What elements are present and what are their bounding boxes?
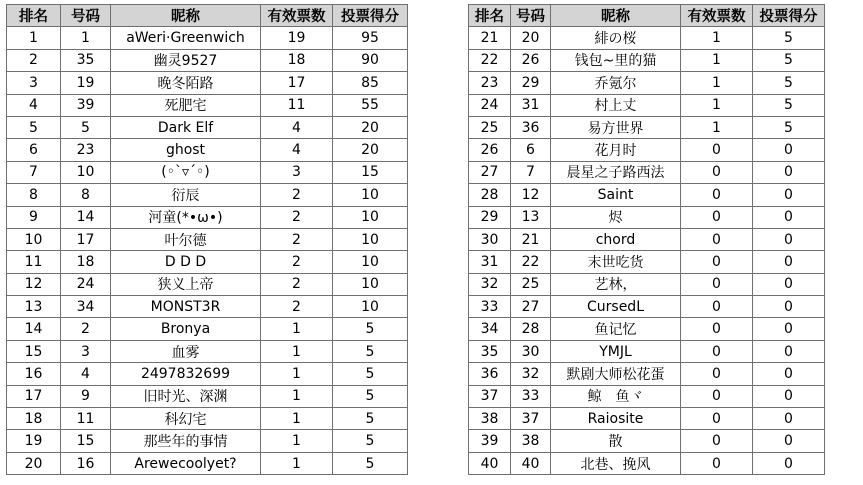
nickname-cell: 末世吃货 [551, 251, 681, 273]
number-cell: 35 [61, 49, 111, 71]
valid-votes-cell: 0 [681, 296, 753, 318]
rank-cell: 6 [7, 139, 61, 161]
vote-score-cell: 5 [333, 408, 408, 430]
vote-score-cell: 90 [333, 49, 408, 71]
nickname-cell: 默剧大师松花蛋 [551, 363, 681, 385]
valid-votes-cell: 0 [681, 318, 753, 340]
table-row [469, 273, 825, 295]
table-row [7, 318, 408, 340]
number-cell: 33 [511, 385, 551, 407]
rank-cell: 15 [7, 340, 61, 362]
rank-cell: 3 [7, 72, 61, 94]
vote-score-cell: 95 [333, 27, 408, 49]
nickname-cell: YMJL [551, 340, 681, 362]
header-row [7, 5, 408, 27]
number-cell: 26 [511, 49, 551, 71]
table-row [469, 408, 825, 430]
header-nickname: 昵称 [551, 5, 681, 27]
valid-votes-cell: 19 [261, 27, 333, 49]
number-cell: 13 [511, 206, 551, 228]
number-cell: 18 [61, 251, 111, 273]
valid-votes-cell: 1 [261, 452, 333, 474]
header-rank: 排名 [7, 5, 61, 27]
rank-cell: 10 [7, 228, 61, 250]
valid-votes-cell: 0 [681, 430, 753, 452]
rank-cell: 36 [469, 363, 511, 385]
nickname-cell: 那些年的事情 [111, 430, 261, 452]
table-row [7, 27, 408, 49]
nickname-cell: D D D [111, 251, 261, 273]
valid-votes-cell: 0 [681, 340, 753, 362]
nickname-cell: CursedL [551, 296, 681, 318]
rank-cell: 27 [469, 161, 511, 183]
number-cell: 16 [61, 452, 111, 474]
nickname-cell: 晨星之子路西法 [551, 161, 681, 183]
header-number: 号码 [61, 5, 111, 27]
vote-score-cell: 20 [333, 139, 408, 161]
vote-score-cell: 55 [333, 94, 408, 116]
table-row [469, 206, 825, 228]
rank-cell: 13 [7, 296, 61, 318]
valid-votes-cell: 1 [681, 116, 753, 138]
nickname-cell: ghost [111, 139, 261, 161]
valid-votes-cell: 2 [261, 296, 333, 318]
number-cell: 1 [61, 27, 111, 49]
number-cell: 40 [511, 452, 551, 474]
nickname-cell: 钱包~里的猫 [551, 49, 681, 71]
valid-votes-cell: 1 [681, 72, 753, 94]
valid-votes-cell: 11 [261, 94, 333, 116]
table-row [469, 72, 825, 94]
number-cell: 22 [511, 251, 551, 273]
vote-score-cell: 5 [333, 340, 408, 362]
number-cell: 20 [511, 27, 551, 49]
nickname-cell: 烬 [551, 206, 681, 228]
valid-votes-cell: 0 [681, 184, 753, 206]
rank-cell: 11 [7, 251, 61, 273]
valid-votes-cell: 0 [681, 139, 753, 161]
table-row [469, 139, 825, 161]
valid-votes-cell: 0 [681, 251, 753, 273]
valid-votes-cell: 0 [681, 161, 753, 183]
header-vote-score: 投票得分 [333, 5, 408, 27]
valid-votes-cell: 1 [681, 94, 753, 116]
header-vote-score: 投票得分 [753, 5, 825, 27]
vote-score-cell: 0 [753, 408, 825, 430]
nickname-cell: 死肥宅 [111, 94, 261, 116]
table-row [7, 296, 408, 318]
valid-votes-cell: 0 [681, 385, 753, 407]
rank-cell: 39 [469, 430, 511, 452]
nickname-cell: 村上丈 [551, 94, 681, 116]
table-row [7, 49, 408, 71]
number-cell: 19 [61, 72, 111, 94]
nickname-cell: 晚冬陌路 [111, 72, 261, 94]
vote-score-cell: 10 [333, 184, 408, 206]
nickname-cell: Dark Elf [111, 116, 261, 138]
vote-score-cell: 85 [333, 72, 408, 94]
nickname-cell: 鲸 鱼ヾ [551, 385, 681, 407]
vote-score-cell: 5 [333, 452, 408, 474]
number-cell: 31 [511, 94, 551, 116]
vote-score-cell: 0 [753, 296, 825, 318]
number-cell: 21 [511, 228, 551, 250]
nickname-cell: 易方世界 [551, 116, 681, 138]
table-row [7, 116, 408, 138]
nickname-cell: Saint [551, 184, 681, 206]
nickname-cell: MONST3R [111, 296, 261, 318]
rank-cell: 29 [469, 206, 511, 228]
valid-votes-cell: 2 [261, 184, 333, 206]
rank-cell: 24 [469, 94, 511, 116]
valid-votes-cell: 0 [681, 228, 753, 250]
rank-cell: 2 [7, 49, 61, 71]
vote-score-cell: 10 [333, 296, 408, 318]
vote-score-cell: 0 [753, 318, 825, 340]
nickname-cell: 叶尔德 [111, 228, 261, 250]
rank-cell: 22 [469, 49, 511, 71]
number-cell: 39 [61, 94, 111, 116]
vote-score-cell: 0 [753, 228, 825, 250]
vote-score-cell: 0 [753, 161, 825, 183]
valid-votes-cell: 0 [681, 452, 753, 474]
valid-votes-cell: 0 [681, 363, 753, 385]
rank-cell: 18 [7, 408, 61, 430]
rank-cell: 25 [469, 116, 511, 138]
header-row [469, 5, 825, 27]
table-row [469, 385, 825, 407]
valid-votes-cell: 1 [261, 385, 333, 407]
vote-score-cell: 5 [753, 49, 825, 71]
number-cell: 29 [511, 72, 551, 94]
table-body [469, 27, 825, 475]
table-row [7, 408, 408, 430]
number-cell: 14 [61, 206, 111, 228]
rank-cell: 40 [469, 452, 511, 474]
rank-cell: 20 [7, 452, 61, 474]
rank-cell: 9 [7, 206, 61, 228]
number-cell: 12 [511, 184, 551, 206]
table-row [7, 206, 408, 228]
nickname-cell: 緋の桜 [551, 27, 681, 49]
valid-votes-cell: 3 [261, 161, 333, 183]
nickname-cell: 艺林， [551, 273, 681, 295]
vote-score-cell: 0 [753, 206, 825, 228]
nickname-cell: 花月时 [551, 139, 681, 161]
header-valid-votes: 有效票数 [261, 5, 333, 27]
ranking-table-left [6, 4, 408, 475]
table-row [7, 430, 408, 452]
table-row [469, 251, 825, 273]
vote-score-cell: 5 [333, 385, 408, 407]
table-row [7, 273, 408, 295]
nickname-cell: Arewecoolyet? [111, 452, 261, 474]
vote-score-cell: 0 [753, 430, 825, 452]
number-cell: 37 [511, 408, 551, 430]
nickname-cell: 北巷、挽风 [551, 452, 681, 474]
number-cell: 30 [511, 340, 551, 362]
number-cell: 28 [511, 318, 551, 340]
rank-cell: 1 [7, 27, 61, 49]
rank-cell: 17 [7, 385, 61, 407]
rank-cell: 32 [469, 273, 511, 295]
table-row [469, 228, 825, 250]
rank-cell: 30 [469, 228, 511, 250]
nickname-cell: 幽灵9527 [111, 49, 261, 71]
table-row [469, 340, 825, 362]
header-valid-votes: 有效票数 [681, 5, 753, 27]
rank-cell: 33 [469, 296, 511, 318]
number-cell: 8 [61, 184, 111, 206]
header-nickname: 昵称 [111, 5, 261, 27]
rank-cell: 31 [469, 251, 511, 273]
number-cell: 36 [511, 116, 551, 138]
table-row [7, 251, 408, 273]
valid-votes-cell: 1 [261, 430, 333, 452]
table-row [469, 27, 825, 49]
number-cell: 7 [511, 161, 551, 183]
table-row [7, 161, 408, 183]
nickname-cell: 鱼记忆 [551, 318, 681, 340]
nickname-cell: 河童(*•ω•) [111, 206, 261, 228]
nickname-cell: 2497832699 [111, 363, 261, 385]
nickname-cell: aWeri·Greenwich [111, 27, 261, 49]
vote-score-cell: 5 [753, 94, 825, 116]
valid-votes-cell: 1 [261, 408, 333, 430]
number-cell: 27 [511, 296, 551, 318]
valid-votes-cell: 4 [261, 116, 333, 138]
valid-votes-cell: 2 [261, 206, 333, 228]
rank-cell: 14 [7, 318, 61, 340]
vote-score-cell: 0 [753, 385, 825, 407]
table-row [7, 184, 408, 206]
table-row [7, 363, 408, 385]
number-cell: 4 [61, 363, 111, 385]
rank-cell: 16 [7, 363, 61, 385]
number-cell: 25 [511, 273, 551, 295]
number-cell: 11 [61, 408, 111, 430]
table-row [469, 452, 825, 474]
ranking-table-right [468, 4, 825, 475]
number-cell: 5 [61, 116, 111, 138]
nickname-cell: 科幻宅 [111, 408, 261, 430]
vote-score-cell: 5 [333, 318, 408, 340]
valid-votes-cell: 1 [261, 363, 333, 385]
nickname-cell: 旧时光、深渊 [111, 385, 261, 407]
rank-cell: 38 [469, 408, 511, 430]
table-row [7, 452, 408, 474]
number-cell: 24 [61, 273, 111, 295]
table-row [469, 49, 825, 71]
vote-score-cell: 0 [753, 273, 825, 295]
valid-votes-cell: 2 [261, 228, 333, 250]
rank-cell: 26 [469, 139, 511, 161]
table-row [7, 139, 408, 161]
table-row [469, 184, 825, 206]
rank-cell: 12 [7, 273, 61, 295]
valid-votes-cell: 0 [681, 273, 753, 295]
vote-score-cell: 15 [333, 161, 408, 183]
table-row [7, 228, 408, 250]
vote-score-cell: 10 [333, 206, 408, 228]
rank-cell: 35 [469, 340, 511, 362]
vote-score-cell: 10 [333, 251, 408, 273]
vote-score-cell: 0 [753, 251, 825, 273]
vote-score-cell: 0 [753, 184, 825, 206]
valid-votes-cell: 17 [261, 72, 333, 94]
table-row [7, 340, 408, 362]
valid-votes-cell: 2 [261, 251, 333, 273]
nickname-cell: 散 [551, 430, 681, 452]
vote-score-cell: 0 [753, 340, 825, 362]
nickname-cell: 乔氪尔 [551, 72, 681, 94]
table-row [469, 318, 825, 340]
number-cell: 6 [511, 139, 551, 161]
nickname-cell: 血雾 [111, 340, 261, 362]
rank-cell: 21 [469, 27, 511, 49]
vote-score-cell: 0 [753, 452, 825, 474]
rank-cell: 28 [469, 184, 511, 206]
rank-cell: 37 [469, 385, 511, 407]
nickname-cell: 狭义上帝 [111, 273, 261, 295]
valid-votes-cell: 0 [681, 206, 753, 228]
vote-score-cell: 5 [753, 27, 825, 49]
vote-score-cell: 0 [753, 139, 825, 161]
vote-score-cell: 10 [333, 228, 408, 250]
valid-votes-cell: 2 [261, 273, 333, 295]
valid-votes-cell: 0 [681, 408, 753, 430]
rank-cell: 7 [7, 161, 61, 183]
table-row [469, 296, 825, 318]
valid-votes-cell: 1 [261, 340, 333, 362]
number-cell: 17 [61, 228, 111, 250]
rank-cell: 4 [7, 94, 61, 116]
vote-score-cell: 5 [333, 430, 408, 452]
table-row [7, 72, 408, 94]
number-cell: 9 [61, 385, 111, 407]
table-body [7, 27, 408, 475]
vote-score-cell: 5 [333, 363, 408, 385]
rank-cell: 8 [7, 184, 61, 206]
nickname-cell: 衍辰 [111, 184, 261, 206]
header-rank: 排名 [469, 5, 511, 27]
number-cell: 34 [61, 296, 111, 318]
number-cell: 2 [61, 318, 111, 340]
number-cell: 32 [511, 363, 551, 385]
number-cell: 3 [61, 340, 111, 362]
number-cell: 23 [61, 139, 111, 161]
nickname-cell: Raiosite [551, 408, 681, 430]
rank-cell: 5 [7, 116, 61, 138]
table-row [7, 94, 408, 116]
table-row [469, 161, 825, 183]
vote-score-cell: 10 [333, 273, 408, 295]
number-cell: 10 [61, 161, 111, 183]
table-row [7, 385, 408, 407]
valid-votes-cell: 4 [261, 139, 333, 161]
table-row [469, 116, 825, 138]
nickname-cell: chord [551, 228, 681, 250]
number-cell: 15 [61, 430, 111, 452]
vote-score-cell: 20 [333, 116, 408, 138]
vote-score-cell: 5 [753, 116, 825, 138]
header-number: 号码 [511, 5, 551, 27]
table-row [469, 430, 825, 452]
valid-votes-cell: 1 [681, 49, 753, 71]
vote-score-cell: 0 [753, 363, 825, 385]
number-cell: 38 [511, 430, 551, 452]
vote-score-cell: 5 [753, 72, 825, 94]
rank-cell: 34 [469, 318, 511, 340]
nickname-cell: Bronya [111, 318, 261, 340]
nickname-cell: (◦`▿´◦) [111, 161, 261, 183]
valid-votes-cell: 1 [681, 27, 753, 49]
table-row [469, 363, 825, 385]
table-row [469, 94, 825, 116]
valid-votes-cell: 1 [261, 318, 333, 340]
rank-cell: 23 [469, 72, 511, 94]
rank-cell: 19 [7, 430, 61, 452]
valid-votes-cell: 18 [261, 49, 333, 71]
